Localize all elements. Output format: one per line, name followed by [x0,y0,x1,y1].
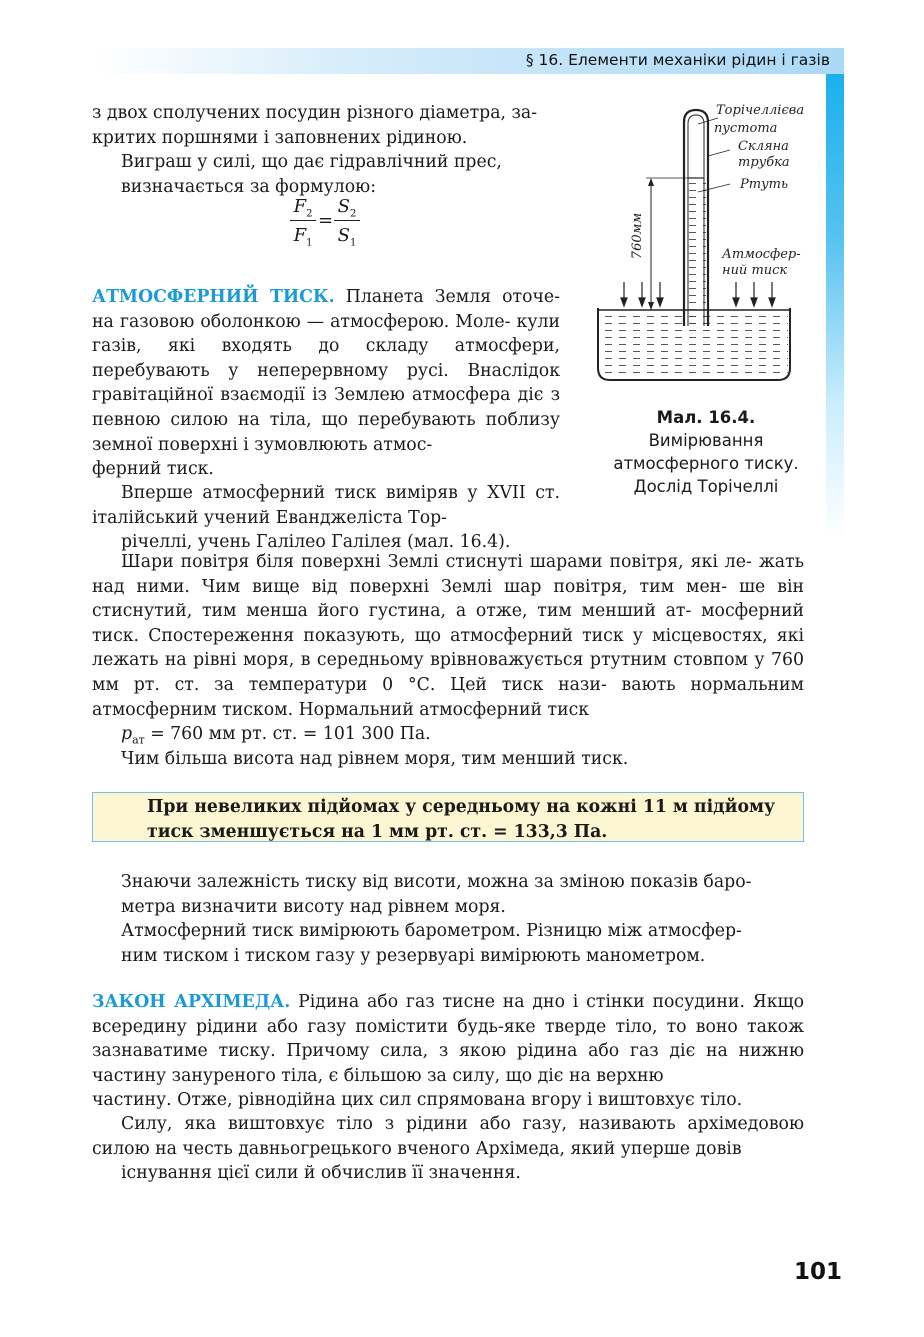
text-line: XVII ст. італійський учений Еванджеліста Тор- [92,483,560,528]
pressure-value: = 760 мм рт. ст. = 101 300 Па. [144,724,431,745]
formula-sub: 1 [349,237,357,249]
formula-symbol: F [293,225,307,246]
note-box [92,792,804,842]
text-line: Атмосферний тиск вимірюють барометром. Різницю між атмосфер- [121,921,742,941]
text-line: силою на честь давньогрецького вченого Архімеда, який уперше довів [92,1138,742,1159]
text-line: ше він стиснутий, тим менша його густина, а отже, тим менший ат- [92,576,804,622]
pressure-label: Атмосфер- [722,247,801,262]
text-line: Планета Земля оточе- [345,287,560,307]
figure-caption [590,406,822,498]
section-heading: ЗАКОН АРХІМЕДА. [92,992,291,1012]
caption-line: Вимірювання [648,431,764,450]
text-line: Якщо всередину рідини або газу помістити будь-яке тверде тіло, то воно [92,992,804,1037]
formula-symbol: F [293,196,307,217]
text-line: жать над ними. Чим вище від поверхні Землі шар повітря, тим мен- [92,552,804,597]
paragraph-8 [92,919,804,968]
formula-sub: 2 [306,208,313,220]
caption-line: Дослід Торічеллі [633,477,779,496]
text-line: Силу, яка виштовхує тіло з рідини або газу, називають архімедовою [121,1114,804,1134]
text-line: ртутним стовпом у 760 мм рт. ст. за температури 0 °С. Цей тиск нази- [92,650,805,695]
formula-sub: 2 [349,208,357,220]
text-line: місцевостях, які лежать на рівні моря, в середньому врівноважується [92,625,804,671]
paragraph-6 [92,747,804,772]
text-line: вають нормальним атмосферним тиском. Нормальний атмосферний тиск [92,674,804,720]
text-line: Шари повітря біля поверхні Землі стиснуті шарами повітря, які ле- [121,552,752,572]
text-line: Вперше атмосферний тиск виміряв у [121,483,478,503]
paragraph-2 [92,150,560,199]
formula-sub: 1 [306,237,313,249]
paragraph-5 [92,550,804,753]
text-line: мосферний тиск. Спостереження показують, що атмосферний тиск у [92,601,805,646]
text-line: частину. Отже, рівнодійна цих сил спрямована вгору і виштовхує тіло. [92,1090,743,1111]
mercury-label: Ртуть [740,177,789,192]
caption-number: Мал. 16.4. [656,408,756,427]
caption-line: атмосферного тиску. [613,454,799,473]
header-bar [92,48,844,74]
pressure-label: ний тиск [722,263,788,278]
page-number: 101 [793,1259,842,1285]
section-heading: АТМОСФЕРНИЙ ТИСК. [92,287,335,307]
text-line: визначається за формулою: [121,176,377,197]
pressure-symbol: p [121,724,133,745]
formula-equals: = [318,210,334,231]
text-line: кули газів, які входять до складу атмосфери, [92,311,560,357]
text-line: перебувають у неперервному русі. Внаслідок [92,360,560,381]
text-line: з двох сполучених посудин різного діаметра, за- [92,103,538,123]
text-line: Рідина або газ тисне на дно і стінки посудини. [298,992,745,1012]
torricelli-figure [590,96,822,396]
text-line: метра визначити висоту над рівнем моря. [121,896,506,917]
paragraph-7 [92,870,804,919]
formula-symbol: S [337,225,350,246]
paragraph-archimedes [92,990,804,1113]
height-label: 760мм [630,212,645,260]
text-line: існування цієї сили й обчислив її значення. [121,1163,521,1184]
vacuum-label: пустота [714,121,778,136]
tube-label: трубка [738,155,790,170]
text-line: Чим більша висота над рівнем моря, тим менший тиск. [121,749,629,769]
fraction-left [290,196,316,249]
text-line: поблизу земної поверхні і зумовлюють атмос- [92,409,560,455]
paragraph-10 [92,1112,804,1186]
text-line: Виграш у силі, що дає гідравлічний прес, [121,152,502,172]
text-line: При невеликих підйомах у середньому на кожні 11 м підйому [147,797,776,817]
vacuum-label: Торічеллієва [716,103,805,118]
section-title: § 16. Елементи механіки рідин і газів [525,51,830,69]
text-line: критих поршнями і заповнених рідиною. [92,127,468,148]
text-line: на газовою оболонкою — атмосферою. Моле- [92,311,511,332]
text-line: нижню частину зануреного тіла, є більшою за силу, що діє на верхню [92,1041,804,1086]
text-line: ферний тиск. [92,459,214,480]
side-stripe [826,74,844,1184]
text-line: річеллі, учень Галілео Галілея (мал. 16.4). [121,532,511,553]
formula-symbol: S [337,196,350,217]
paragraph-4 [92,481,560,555]
pressure-sub: ат [132,733,145,747]
text-line: також зазнаватиме тиску. Причому сила, з якою рідина або газ діє на [92,1016,804,1062]
note-text [147,795,795,844]
mercury-column [686,178,706,324]
text-line: Знаючи залежність тиску від висоти, можна за зміною показів баро- [121,872,752,892]
paragraph-1 [92,101,560,150]
text-line: діє з певною силою на тіла, що перебувають [92,385,560,430]
paragraph-atmospheric-pressure [92,285,560,482]
text-line: ним тиском і тиском газу у резервуарі вимірюють манометром. [121,945,706,966]
fraction-right [334,196,360,249]
hydraulic-press-formula [286,196,376,252]
text-line: тиск зменшується на 1 мм рт. ст. = 133,3 Па. [147,821,608,842]
text-line: гравітаційної взаємодії із Землею атмосфера [92,385,511,406]
tube-label: Скляна [738,139,789,154]
